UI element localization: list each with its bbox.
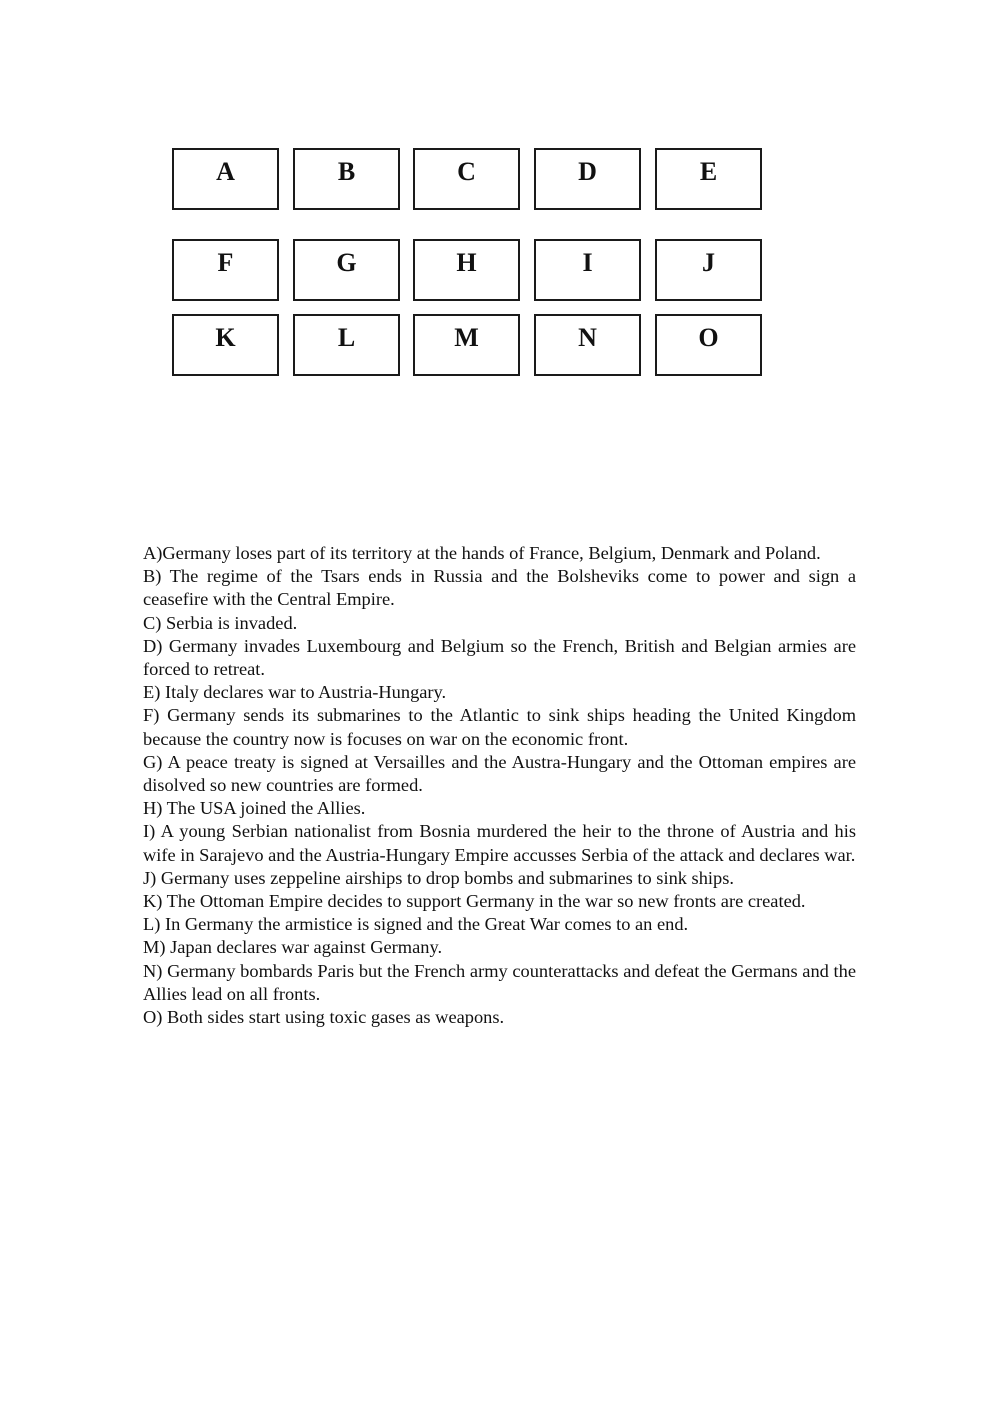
event-b: B) The regime of the Tsars ends in Russia and the Bolsheviks come to power and sign a ceasefire with the Central Empire. (143, 566, 856, 610)
answer-box-a[interactable]: A (172, 148, 279, 210)
event-n: N) Germany bombards Paris but the French army counterattacks and defeat the Germans and the Allies lead on all fronts. (143, 960, 856, 1004)
event-list (143, 542, 856, 1029)
event-d: D) Germany invades Luxembourg and Belgium so the French, British and Belgian armies are forced to retreat. (143, 635, 856, 680)
answer-box-m[interactable]: M (413, 314, 520, 376)
event-a: A)Germany loses part of its territory at the hands of France, Belgium, Denmark and Poland. (143, 543, 821, 563)
answer-box-g[interactable]: G (293, 239, 400, 301)
answer-box-l[interactable]: L (293, 314, 400, 376)
answer-box-b[interactable]: B (293, 148, 400, 210)
answer-box-f[interactable]: F (172, 239, 279, 301)
event-o: O) Both sides start using toxic gases as weapons. (143, 1007, 505, 1028)
answer-box-d[interactable]: D (534, 148, 641, 210)
event-h: H) The USA joined the Allies. (143, 798, 366, 819)
answer-box-o[interactable]: O (655, 314, 762, 376)
event-j: J) Germany uses zeppeline airships to drop bombs and submarines to sink ships. (143, 867, 734, 888)
event-g: G) A peace treaty is signed at Versailles and the Austra-Hungary and the Ottoman empires are disolved so new countries are formed. (143, 751, 856, 796)
answer-box-h[interactable]: H (413, 239, 520, 301)
event-k: K) The Ottoman Empire decides to support Germany in the war so new fronts are created. (143, 891, 806, 912)
answer-box-j[interactable]: J (655, 239, 762, 301)
event-l: L) In Germany the armistice is signed and the Great War comes to an end. (143, 914, 689, 935)
answer-box-e[interactable]: E (655, 148, 762, 210)
answer-box-n[interactable]: N (534, 314, 641, 376)
event-f: F) Germany sends its submarines to the Atlantic to sink ships heading the United Kingdom because the country now is focuses on war on the economic front. (143, 705, 856, 749)
event-e: E) Italy declares war to Austria-Hungary. (143, 682, 447, 703)
answer-box-i[interactable]: I (534, 239, 641, 301)
answer-box-c[interactable]: C (413, 148, 520, 210)
event-c: C) Serbia is invaded. (143, 612, 298, 633)
event-i: I) A young Serbian nationalist from Bosnia murdered the heir to the throne of Austria and his wife in Sarajevo and the Austria-Hungary Empire accusses Serbia of the attack and declares war. (143, 821, 856, 865)
event-m: M) Japan declares war against Germany. (143, 937, 443, 958)
answer-box-k[interactable]: K (172, 314, 279, 376)
